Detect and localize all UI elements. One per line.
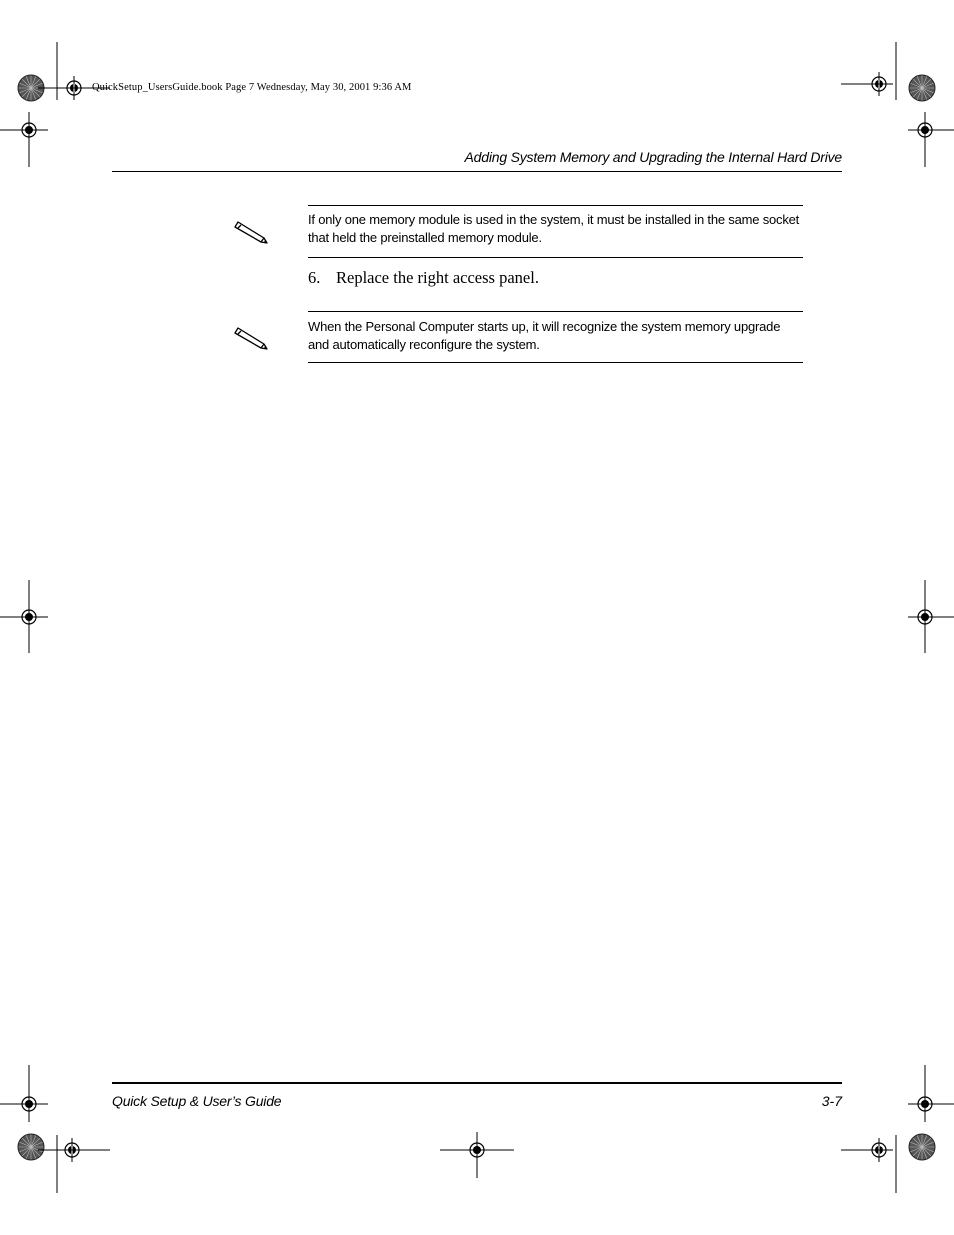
header-rule [112, 171, 842, 172]
pencil-icon [234, 324, 272, 350]
running-head: Adding System Memory and Upgrading the Internal Hard Drive [464, 149, 842, 165]
procedure-step [308, 268, 539, 288]
note-top-rule [308, 205, 803, 206]
step-number: 6. [308, 268, 321, 287]
note-bottom-rule [308, 257, 803, 258]
print-slug-line: QuickSetup_UsersGuide.book Page 7 Wednesday, May 30, 2001 9:36 AM [92, 82, 412, 93]
pencil-icon [234, 218, 272, 244]
note-bottom-rule [308, 362, 803, 363]
footer-title: Quick Setup & User’s Guide [112, 1093, 282, 1109]
page-number: 3-7 [821, 1093, 842, 1109]
note-top-rule [308, 311, 803, 312]
note-text: When the Personal Computer starts up, it will recognize the system memory upgrade and automatically reconfigure the system. [308, 319, 781, 352]
note-text: If only one memory module is used in the system, it must be installed in the same socket that held the preinstalled memory module. [308, 212, 800, 245]
step-text: Replace the right access panel. [336, 268, 539, 287]
footer-rule [112, 1082, 842, 1084]
